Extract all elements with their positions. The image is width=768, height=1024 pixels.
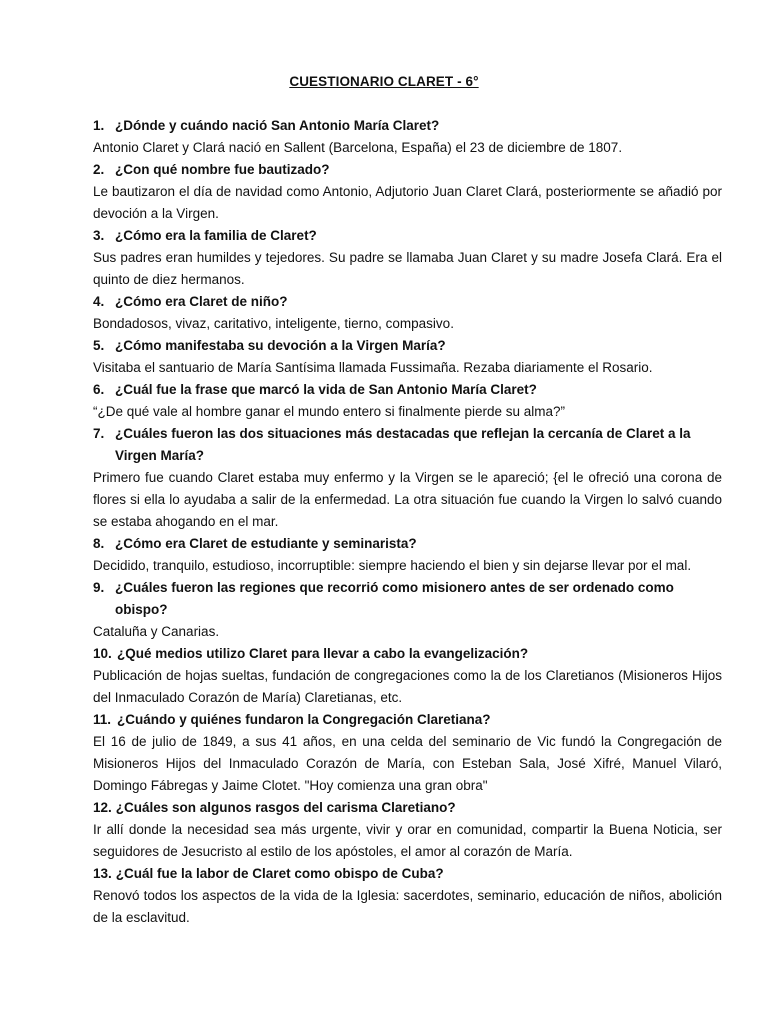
- question-5: [93, 335, 722, 357]
- answer-12: Ir allí donde la necesidad sea más urgente, vivir y orar en comunidad, compartir la Buena Noticia, ser seguidores de Jesucristo al estilo de los apóstoles, el amor al corazón de María.: [93, 822, 722, 859]
- question-text-9: ¿Cuáles fueron las regiones que recorrió como misionero antes de ser ordenado como obispo?: [115, 580, 674, 617]
- question-text-8: ¿Cómo era Claret de estudiante y seminarista?: [115, 536, 417, 551]
- qa-item-2: [93, 159, 722, 225]
- answer-2: Le bautizaron el día de navidad como Antonio, Adjutorio Juan Claret Clará, posteriormente se añadió por devoción a la Virgen.: [93, 184, 722, 221]
- qa-item-12: [93, 797, 722, 863]
- qa-item-8: [93, 533, 722, 577]
- answer-6: “¿De qué vale al hombre ganar el mundo entero si finalmente pierde su alma?”: [93, 404, 566, 419]
- answer-1: Antonio Claret y Clará nació en Sallent (Barcelona, España) el 23 de diciembre de 1807.: [93, 140, 623, 155]
- question-number-7: 7.: [93, 426, 105, 441]
- question-6: [93, 379, 722, 401]
- question-text-3: ¿Cómo era la familia de Claret?: [115, 228, 317, 243]
- qa-item-6: [93, 379, 722, 423]
- qa-item-11: [93, 709, 722, 797]
- question-number-3: 3.: [93, 228, 105, 243]
- document-title: CUESTIONARIO CLARET - 6°: [289, 74, 479, 89]
- question-12: [93, 797, 722, 819]
- question-number-6: 6.: [93, 382, 105, 397]
- question-1: [93, 115, 722, 137]
- question-8: [93, 533, 722, 555]
- qa-item-5: [93, 335, 722, 379]
- qa-item-7: [93, 423, 722, 533]
- question-2: [93, 159, 722, 181]
- qa-item-3: [93, 225, 722, 291]
- question-text-1: ¿Dónde y cuándo nació San Antonio María Claret?: [115, 118, 440, 133]
- question-text-4: ¿Cómo era Claret de niño?: [115, 294, 288, 309]
- question-number-13: 13.: [93, 866, 112, 881]
- question-11: [93, 709, 722, 731]
- qa-item-1: [93, 115, 722, 159]
- answer-3: Sus padres eran humildes y tejedores. Su padre se llamaba Juan Claret y su madre Josefa Clará. Era el quinto de diez hermanos.: [93, 250, 722, 287]
- answer-7: Primero fue cuando Claret estaba muy enfermo y la Virgen se le apareció; {el le ofreció una corona de flores si ella lo ayudaba a salir de la enfermedad. La otra situación fue cuando la Virgen lo salvó cuando se estaba ahogando en el mar.: [93, 470, 722, 529]
- answer-8: Decidido, tranquilo, estudioso, incorruptible: siempre haciendo el bien y sin dejarse llevar por el mal.: [93, 558, 692, 573]
- answer-11: El 16 de julio de 1849, a sus 41 años, en una celda del seminario de Vic fundó la Congregación de Misioneros Hijos del Inmaculado Corazón de María, con Esteban Sala, José Xifré, Manuel Vilaró, Domingo Fábregas y Jaime Clotet. "Hoy comienza una gran obra": [93, 734, 722, 793]
- question-10: [93, 643, 722, 665]
- question-text-5: ¿Cómo manifestaba su devoción a la Virgen María?: [115, 338, 446, 353]
- question-number-11: 11.: [93, 712, 112, 727]
- question-number-9: 9.: [93, 580, 105, 595]
- qa-item-9: [93, 577, 722, 643]
- answer-9: Cataluña y Canarias.: [93, 624, 220, 639]
- question-text-2: ¿Con qué nombre fue bautizado?: [115, 162, 330, 177]
- question-text-13: ¿Cuál fue la labor de Claret como obispo de Cuba?: [115, 866, 444, 881]
- question-text-11: ¿Cuándo y quiénes fundaron la Congregación Claretiana?: [117, 712, 491, 727]
- answer-10: Publicación de hojas sueltas, fundación de congregaciones como la de los Claretianos (Misioneros Hijos del Inmaculado Corazón de María) Claretianas, etc.: [93, 668, 722, 705]
- answer-4: Bondadosos, vivaz, caritativo, inteligente, tierno, compasivo.: [93, 316, 454, 331]
- question-number-8: 8.: [93, 536, 105, 551]
- question-7: [93, 423, 722, 467]
- qa-item-10: [93, 643, 722, 709]
- qa-item-4: [93, 291, 722, 335]
- question-text-12: ¿Cuáles son algunos rasgos del carisma Claretiano?: [115, 800, 456, 815]
- question-9: [93, 577, 722, 621]
- answer-5: Visitaba el santuario de María Santísima llamada Fussimaña. Rezaba diariamente el Rosario.: [93, 360, 653, 375]
- question-text-6: ¿Cuál fue la frase que marcó la vida de San Antonio María Claret?: [115, 382, 537, 397]
- question-text-7: ¿Cuáles fueron las dos situaciones más destacadas que reflejan la cercanía de Claret a la Virgen María?: [115, 426, 691, 463]
- question-number-2: 2.: [93, 162, 105, 177]
- question-number-1: 1.: [93, 118, 105, 133]
- question-3: [93, 225, 722, 247]
- question-13: [93, 863, 722, 885]
- question-4: [93, 291, 722, 313]
- question-number-4: 4.: [93, 294, 105, 309]
- question-number-10: 10.: [93, 646, 112, 661]
- question-number-5: 5.: [93, 338, 105, 353]
- question-number-12: 12.: [93, 800, 112, 815]
- answer-13: Renovó todos los aspectos de la vida de la Iglesia: sacerdotes, seminario, educación de niños, abolición de la esclavitud.: [93, 888, 722, 925]
- question-text-10: ¿Qué medios utilizo Claret para llevar a cabo la evangelización?: [117, 646, 529, 661]
- qa-item-13: [93, 863, 722, 929]
